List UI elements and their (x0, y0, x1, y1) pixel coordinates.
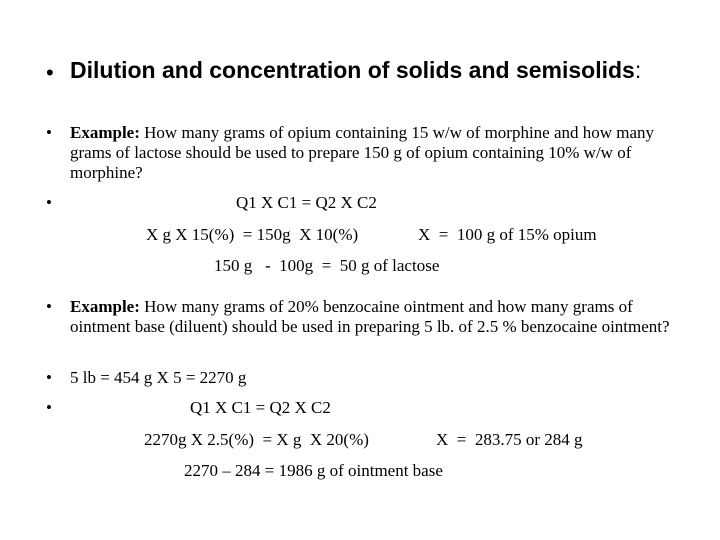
example-2-text: How many grams of 20% benzocaine ointment and how many grams of ointment base (diluent) should be used in preparing 5 lb. of 2.5 % benzocaine ointment? (70, 297, 670, 336)
example-2-label: Example: (70, 297, 140, 316)
bullet-example-1: • (46, 123, 52, 142)
bullet-formula-2: • (46, 398, 52, 417)
example-1-equation: X g X 15(%) = 150g X 10(%) (146, 225, 359, 244)
bullet-conversion: • (46, 368, 52, 387)
example-2-subtraction: 2270 – 284 = 1986 g of ointment base (184, 461, 443, 480)
example-1-label: Example: (70, 123, 140, 142)
heading-text: Dilution and concentration of solids and semisolids (70, 57, 635, 83)
example-2-question (70, 297, 695, 337)
example-1-subtraction: 150 g - 100g = 50 g of lactose (214, 256, 440, 275)
example-2-formula: Q1 X C1 = Q2 X C2 (190, 398, 331, 417)
example-1-formula: Q1 X C1 = Q2 X C2 (236, 193, 377, 212)
slide-heading (70, 56, 690, 85)
example-1-result: X = 100 g of 15% opium (418, 225, 597, 244)
bullet-example-2: • (46, 297, 52, 316)
bullet-formula-1: • (46, 193, 52, 212)
heading-suffix: : (634, 57, 642, 83)
example-1-question (70, 123, 695, 183)
example-2-conversion: 5 lb = 454 g X 5 = 2270 g (70, 368, 247, 387)
example-2-result: X = 283.75 or 284 g (436, 430, 583, 449)
example-1-text: How many grams of opium containing 15 w/w of morphine and how many grams of lactose should be used to prepare 150 g of opium containing 10% w/w of morphine? (70, 123, 655, 182)
bullet-heading: • (46, 60, 54, 85)
example-2-equation: 2270g X 2.5(%) = X g X 20(%) (144, 430, 369, 449)
